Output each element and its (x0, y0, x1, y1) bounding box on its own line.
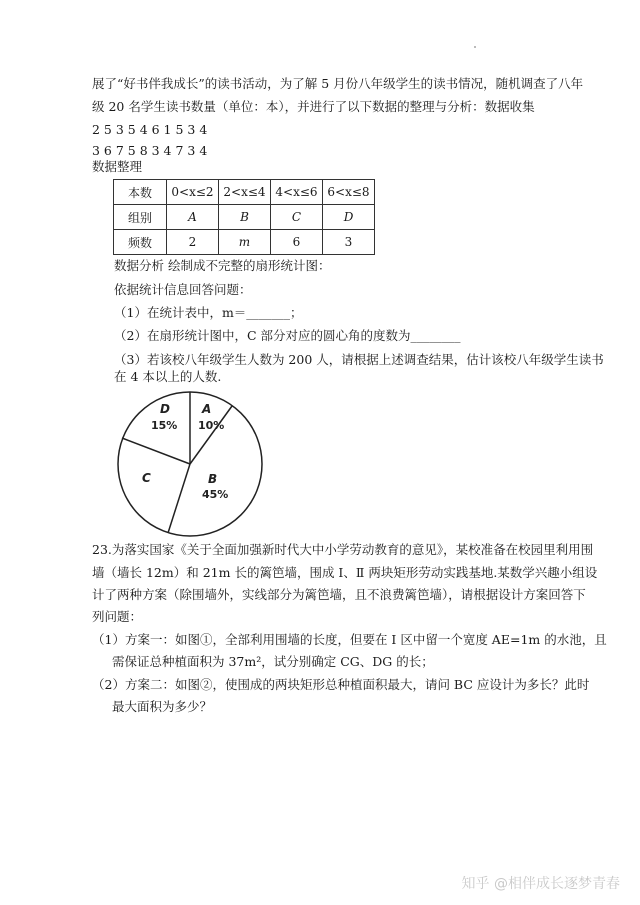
problem-23-q2: （2）方案二：如图②，使围成的两块矩形总种植面积最大，请问 BC 应设计为多长？此时 (92, 677, 590, 692)
table-cell: C (271, 205, 323, 230)
pie-chart (110, 386, 270, 546)
problem-23-q1: （1）方案一：如图①，全部利用围墙的长度，但要在 Ⅰ 区中留一个宽度 AE=1m 的水池，且 (92, 632, 607, 647)
table-cell: B (219, 205, 271, 230)
question-3: （3）若该校八年级学生人数为 200 人，请根据上述调查结果，估计该校八年级学生读书 (114, 352, 604, 367)
table-cell: 本数 (114, 180, 167, 205)
table-cell: 4<x≤6 (271, 180, 323, 205)
question-3-cont: 在 4 本以上的人数. (114, 369, 222, 384)
table-cell: 2<x≤4 (219, 180, 271, 205)
question-2: （2）在扇形统计图中，C 部分对应的圆心角的度数为________ (114, 328, 461, 343)
slice-value-a: 10% (198, 419, 225, 432)
problem-23-line: 23.为落实国家《关于全面加强新时代大中小学劳动教育的意见》，某校准备在校园里利用围 (92, 542, 594, 557)
table-cell: m (219, 230, 271, 255)
table-cell: 0<x≤2 (167, 180, 219, 205)
watermark: 知乎 @相伴成长逐梦青春 (461, 876, 620, 892)
table-row (114, 180, 375, 205)
scan-speck (474, 46, 476, 48)
question-1: （1）在统计表中，m＝_______； (114, 305, 303, 320)
slice-label-b: B (208, 472, 218, 486)
data-row: 2 5 3 5 4 6 1 5 3 4 (92, 122, 208, 137)
paragraph-line: 展了“好书伴我成长”的读书活动，为了解 5 月份八年级学生的读书情况，随机调查了八年 (92, 76, 584, 91)
slice-label-a: A (202, 402, 212, 416)
table-cell: A (167, 205, 219, 230)
table-cell: 6<x≤8 (323, 180, 375, 205)
problem-23-q1-cont: 需保证总种植面积为 37m²，试分别确定 CG、DG 的长； (112, 654, 434, 669)
slice-label-c: C (142, 471, 151, 485)
slice-label-d: D (160, 402, 170, 416)
table-cell: D (323, 205, 375, 230)
problem-23-q2-cont: 最大面积为多少？ (112, 699, 213, 714)
slice-value-d: 15% (151, 419, 178, 432)
pie-divider (168, 464, 190, 533)
analysis-line: 数据分析 绘制成不完整的扇形统计图： (114, 258, 331, 273)
slice-value-b: 45% (202, 488, 229, 501)
table-cell: 3 (323, 230, 375, 255)
paragraph-line: 级 20 名学生读书数量（单位：本），并进行了以下数据的整理与分析：数据收集 (92, 99, 535, 114)
pie-divider (122, 438, 190, 464)
data-row: 3 6 7 5 8 3 4 7 3 4 (92, 143, 208, 158)
problem-23-line: 计了两种方案（除围墙外，实线部分为篱笆墙，且不浪费篱笆墙），请根据设计方案回答下 (92, 587, 586, 602)
problem-23-line: 列问题： (92, 609, 143, 624)
problem-23-line: 墙（墙长 12m）和 21m 长的篱笆墙，围成 Ⅰ、Ⅱ 两块矩形劳动实践基地.某数学兴趣小组设 (92, 565, 598, 580)
frequency-table (113, 179, 375, 255)
table-cell: 6 (271, 230, 323, 255)
table-cell: 频数 (114, 230, 167, 255)
table-row (114, 230, 375, 255)
analysis-line: 依据统计信息回答问题： (114, 282, 252, 297)
section-title: 数据整理 (92, 159, 143, 174)
table-cell: 2 (167, 230, 219, 255)
table-cell: 组别 (114, 205, 167, 230)
table-row (114, 205, 375, 230)
